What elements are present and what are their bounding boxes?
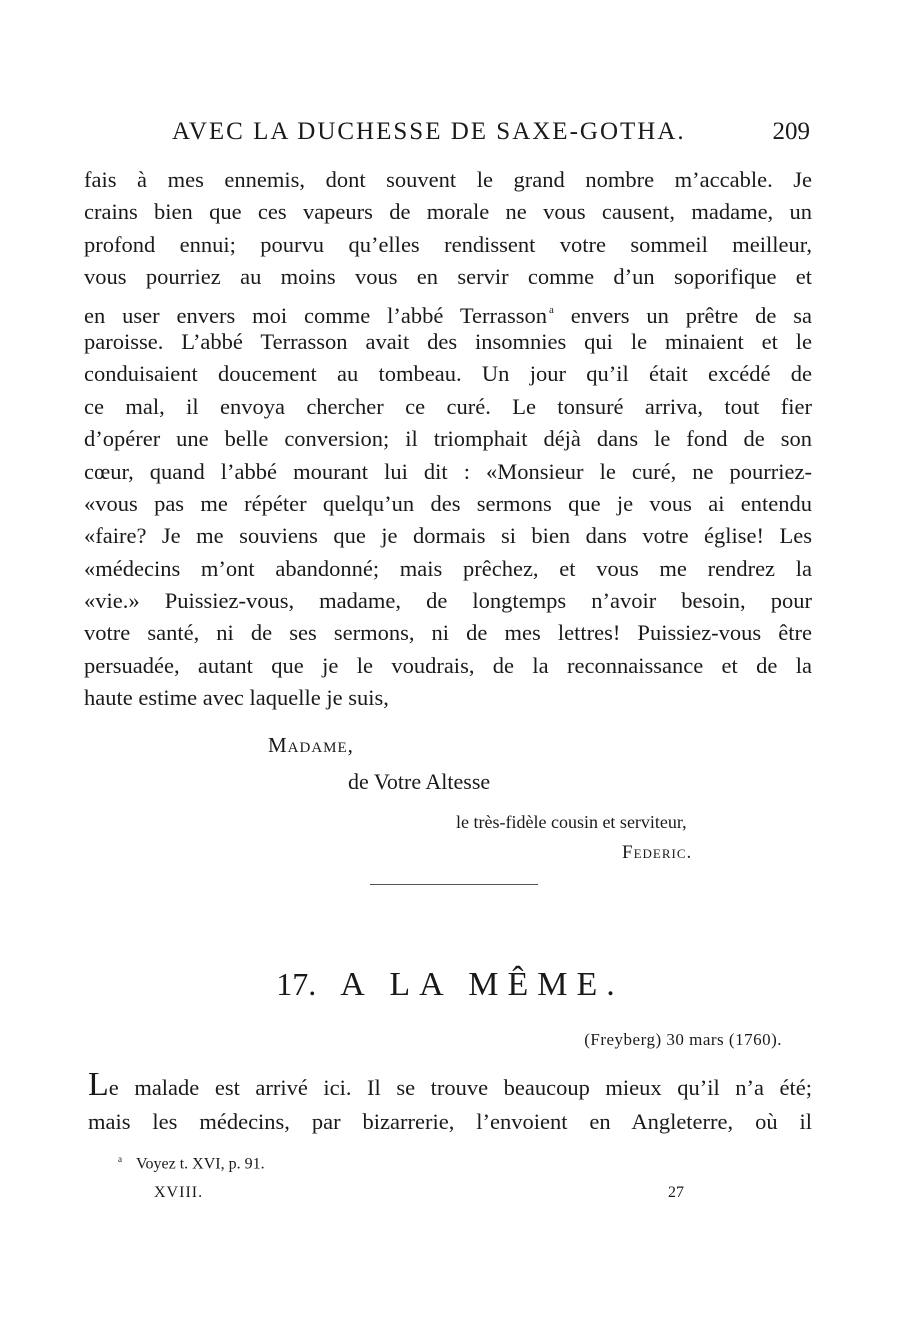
text-line: «médecins m’ont abandonné; mais prêchez, et vous me rendrez la [84, 555, 812, 581]
letter-title: A LA MÊME. [340, 966, 624, 1003]
text-line: ce mal, il envoya chercher ce curé. Le tonsuré arriva, tout fier [84, 393, 812, 419]
footnote-marker: a [118, 1154, 122, 1164]
letter-dateline: (Freyberg) 30 mars (1760). [584, 1030, 782, 1049]
text-line: crains bien que ces vapeurs de morale ne vous causent, madame, un [84, 199, 812, 225]
text-line: «faire? Je me souviens que je dormais si bien dans votre église! Les [84, 523, 812, 549]
letter-number: 17. [276, 966, 317, 1002]
letter-text [88, 1068, 812, 1140]
text-line: fais à mes ennemis, dont souvent le grand nombre m’accable. Je [84, 167, 812, 192]
page-number: 209 [772, 118, 810, 145]
text-line: profond ennui; pourvu qu’elles rendissent votre sommeil meilleur, [84, 231, 812, 257]
previous-letter-text [84, 164, 812, 715]
text-line: votre santé, ni de ses sermons, ni de mes lettres! Puissiez-vous être [84, 620, 812, 646]
text-line: d’opérer une belle conversion; il triomphait déjà dans le fond de son [84, 426, 812, 452]
closing-highness: de Votre Altesse [348, 769, 491, 794]
closing-signature: Federic. [622, 842, 693, 863]
text-line-part: en user envers moi comme l’abbé Terrasson [84, 302, 547, 328]
text-line: paroisse. L’abbé Terrasson avait des insomnies qui le minaient et le [84, 328, 812, 354]
text-line [84, 294, 812, 326]
text-line: mais les médecins, par bizarrerie, l’envoient en Angleterre, où il [88, 1109, 812, 1134]
text-line: «vous pas me répéter quelqu’un des sermons que je vous ai entendu [84, 490, 812, 516]
sheet-signature-mark: 27 [668, 1184, 684, 1201]
running-head [84, 118, 810, 154]
text-line: vous pourriez au moins vous en servir comme d’un soporifique et [84, 264, 812, 290]
text-line: persuadée, autant que je le voudrais, de la reconnaissance et de la [84, 652, 812, 678]
letter-heading [0, 966, 900, 1004]
text-line-part: e malade est arrivé ici. Il se trouve beaucoup mieux qu’il n’a été; [108, 1075, 812, 1100]
footnote-text: Voyez t. XVI, p. 91. [136, 1155, 265, 1173]
footnote-reference: a [548, 303, 554, 316]
text-line [88, 1068, 812, 1104]
initial-letter: L [88, 1066, 109, 1103]
text-line: «vie.» Puissiez-vous, madame, de longtemps n’avoir besoin, pour [84, 588, 812, 614]
closing-subscription: le très-fidèle cousin et serviteur, [456, 812, 687, 832]
section-divider [370, 884, 538, 885]
running-head-title: AVEC LA DUCHESSE DE SAXE-GOTHA. [172, 118, 686, 145]
volume-signature-mark: XVIII. [154, 1184, 204, 1201]
text-line-part: envers un prêtre de sa [570, 302, 812, 328]
closing-salutation: Madame, [268, 733, 354, 757]
text-line: haute estime avec laquelle je suis, [84, 685, 389, 711]
text-line: cœur, quand l’abbé mourant lui dit : «Monsieur le curé, ne pourriez- [84, 458, 812, 484]
text-line: conduisaient doucement au tombeau. Un jour qu’il était excédé de [84, 361, 812, 387]
footnote [118, 1154, 265, 1173]
